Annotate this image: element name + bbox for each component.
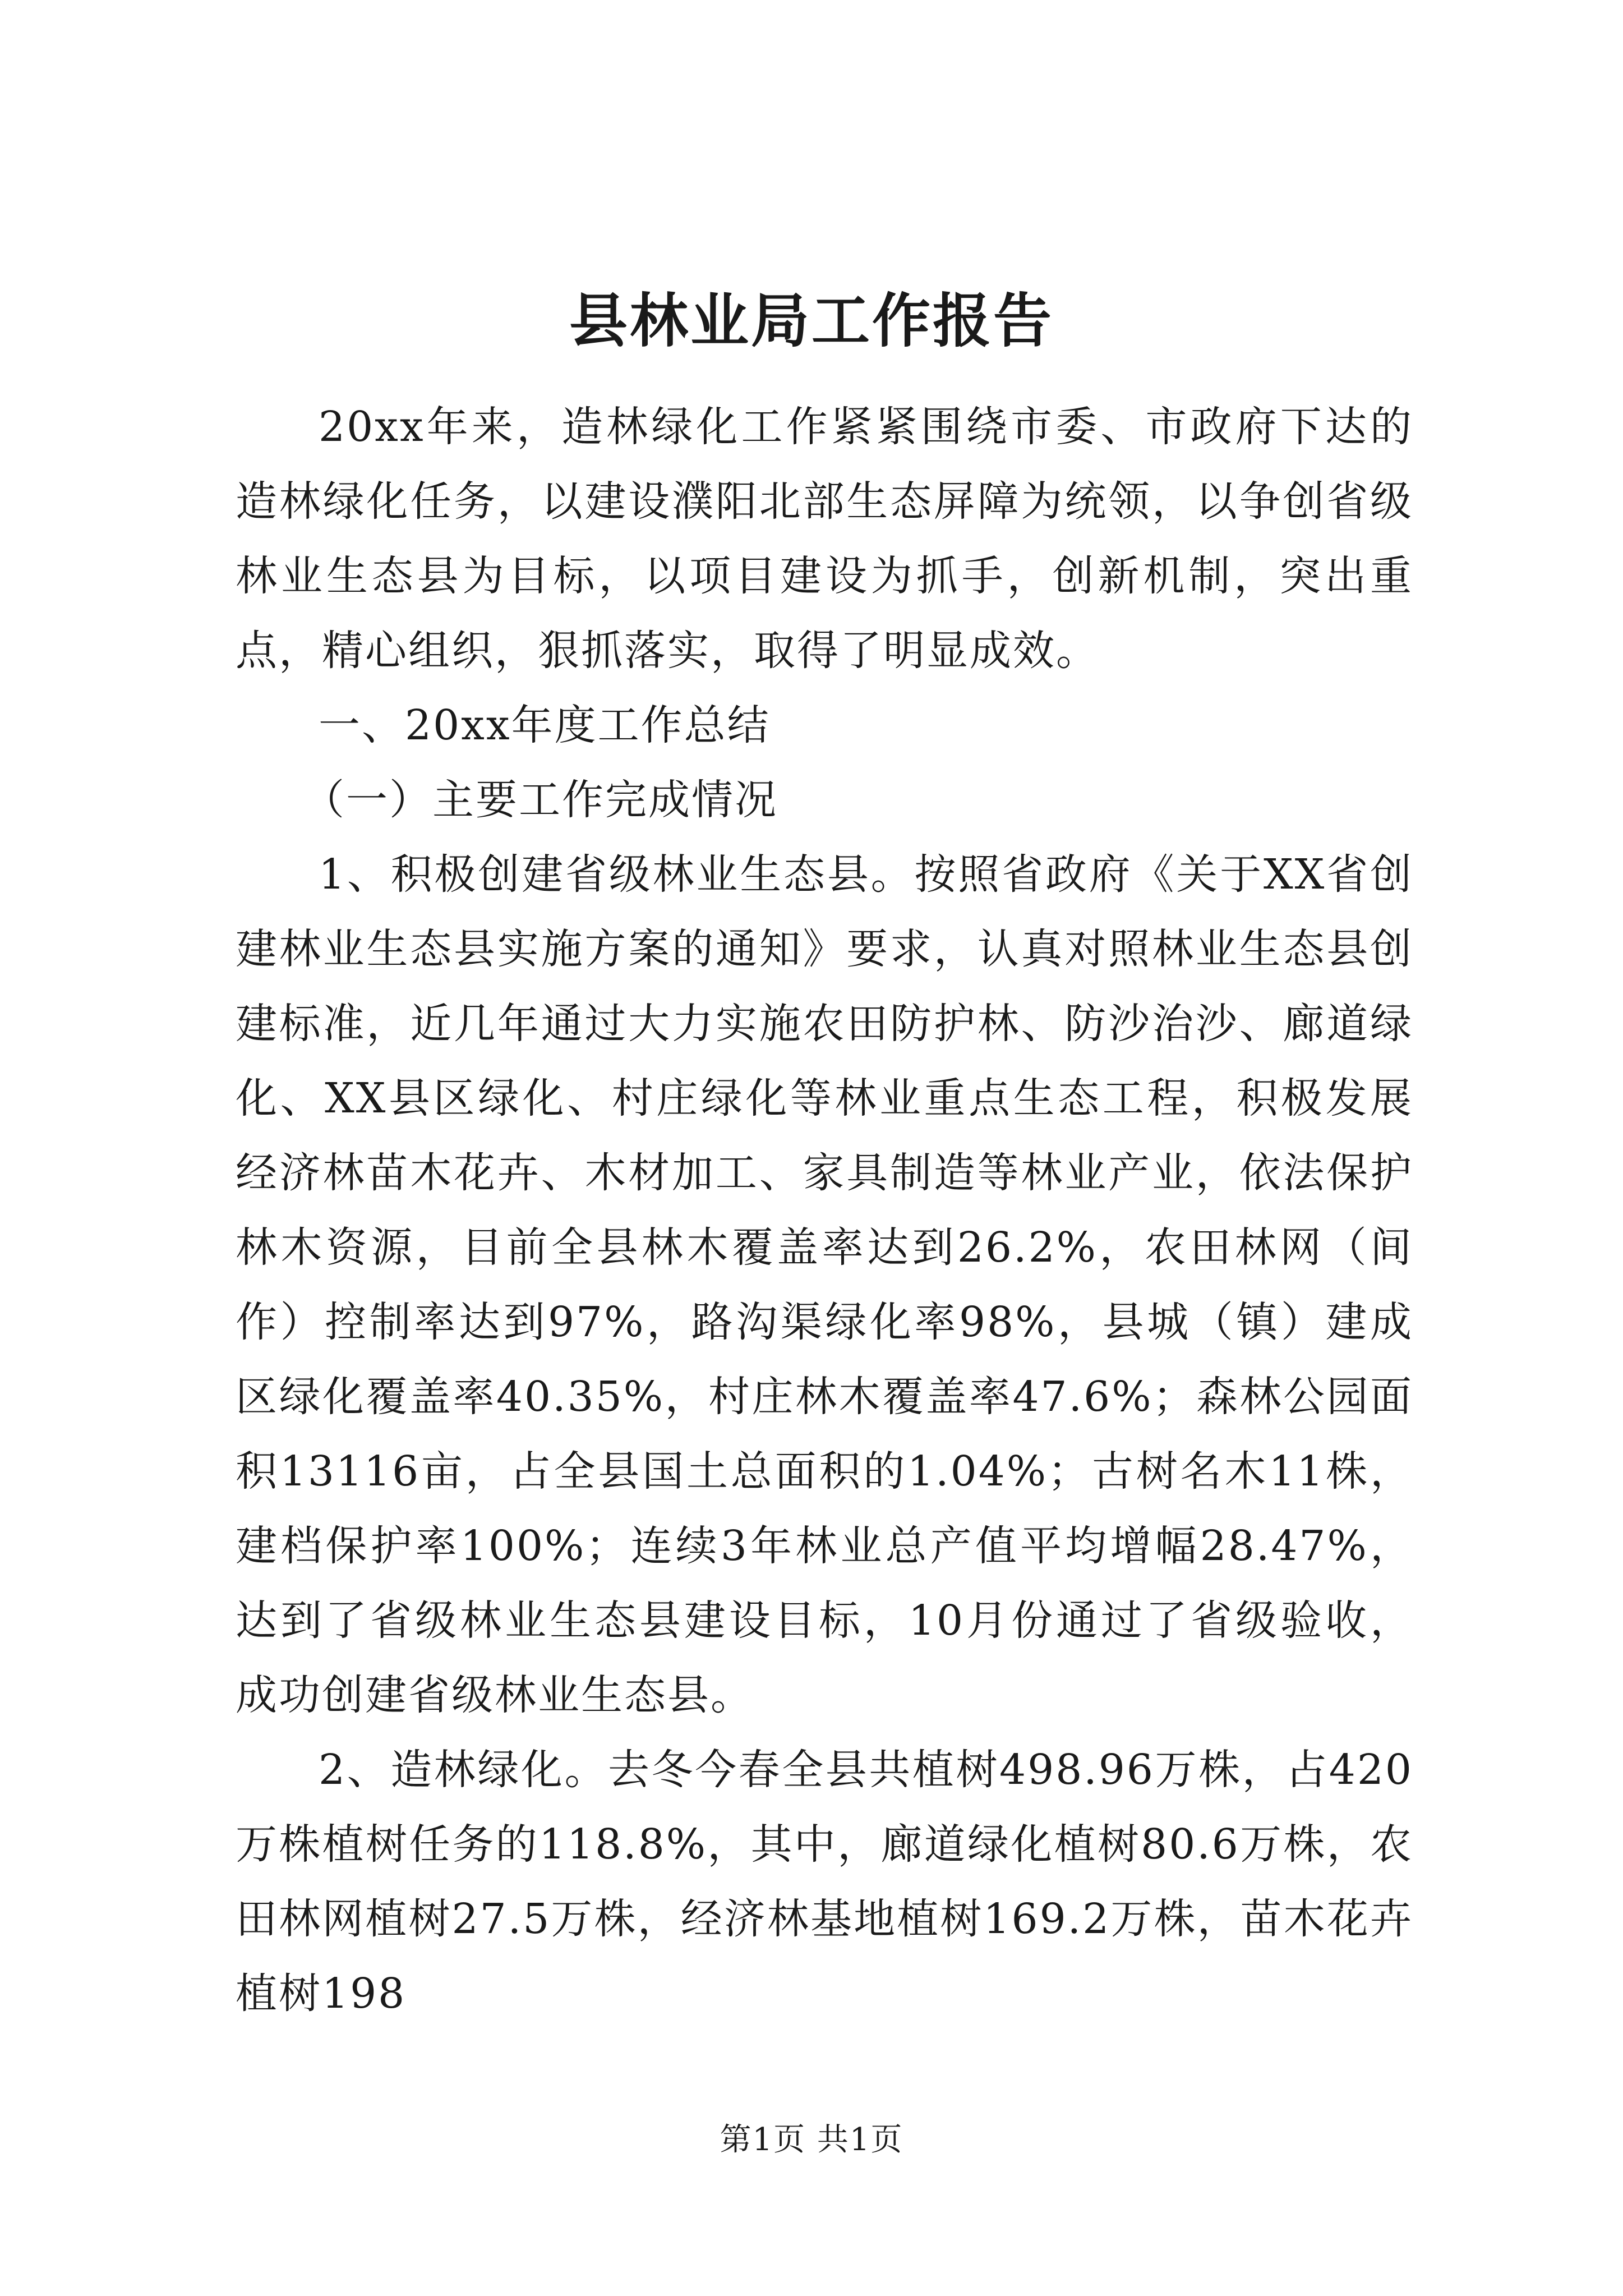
section-heading: 一、20xx年度工作总结 xyxy=(319,701,771,749)
document-body xyxy=(236,390,1413,2031)
item-2-paragraph: 2、造林绿化。去冬今春全县共植树498.96万株，占420万株植树任务的118.8%，其中，廊道绿化植树80.6万株，农田林网植树27.5万株，经济林基地植树169.2万株，苗木花卉植树198 xyxy=(236,1746,1413,2018)
document-title: 县林业局工作报告 xyxy=(569,286,1054,355)
intro-paragraph: 20xx年来，造林绿化工作紧紧围绕市委、市政府下达的造林绿化任务，以建设濮阳北部生态屏障为统领，以争创省级林业生态县为目标，以项目建设为抓手，创新机制，突出重点，精心组织，狠抓落实，取得了明显成效。 xyxy=(236,403,1413,675)
subsection-heading: （一）主要工作完成情况 xyxy=(303,776,778,824)
item-1-paragraph: 1、积极创建省级林业生态县。按照省政府《关于XX省创建林业生态县实施方案的通知》要求，认真对照林业生态县创建标准，近几年通过大力实施农田防护林、防沙治沙、廊道绿化、XX县区绿化、村庄绿化等林业重点生态工程，积极发展经济林苗木花卉、木材加工、家具制造等林业产业，依法保护林木资源，目前全县林木覆盖率达到26.2%，农田林网（间作）控制率达到97%，路沟渠绿化率98%，县城（镇）建成区绿化覆盖率40.35%，村庄林木覆盖率47.6%；森林公园面积13116亩，占全县国土总面积的1.04%；古树名木11株，建档保护率100%；连续3年林业总产值平均增幅28.47%，达到了省级林业生态县建设目标，10月份通过了省级验收，成功创建省级林业生态县。 xyxy=(236,850,1413,1719)
page-footer: 第1页 共1页 xyxy=(720,2122,903,2158)
